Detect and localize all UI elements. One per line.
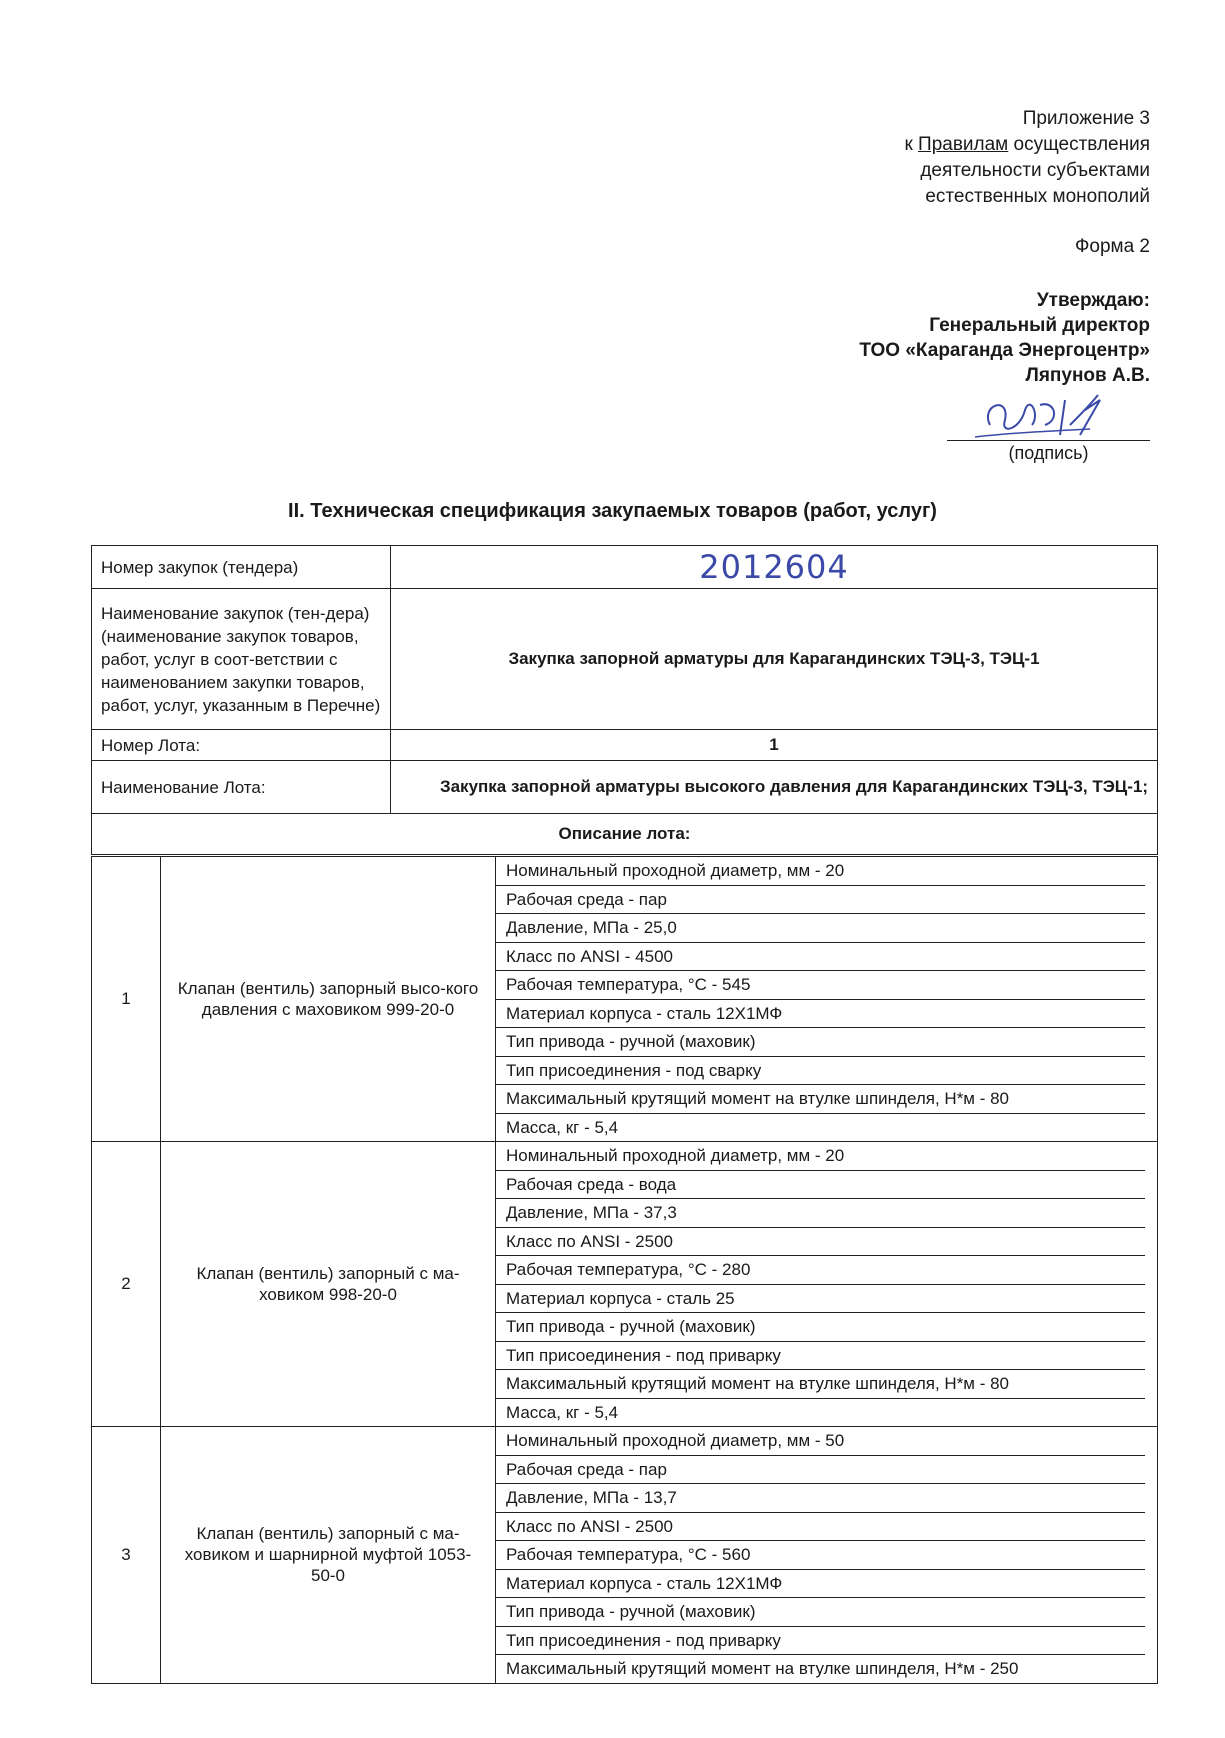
appendix-header	[690, 106, 1150, 210]
lot-description-label: Описание лота:	[92, 814, 1158, 855]
spec-line: Материал корпуса - сталь 12Х1МФ	[496, 1570, 1145, 1599]
tender-number-row	[92, 546, 1158, 589]
spec-line: Масса, кг - 5,4	[506, 1117, 619, 1137]
tender-number-handwritten: 2012604	[699, 548, 849, 586]
spec-line: Номинальный проходной диаметр, мм - 20	[496, 1142, 1145, 1171]
spec-line: Класс по ANSI - 2500	[496, 1513, 1145, 1542]
spec-line: Рабочая температура, °С - 280	[496, 1256, 1145, 1285]
item-number: 1	[92, 857, 161, 1142]
spec-line: Класс по ANSI - 4500	[496, 943, 1145, 972]
spec-line: Рабочая температура, °С - 545	[496, 971, 1145, 1000]
table-row	[92, 1427, 1158, 1684]
spec-line: Номинальный проходной диаметр, мм - 20	[496, 857, 1145, 886]
appendix-number: Приложение 3	[1022, 108, 1150, 129]
spec-line: Максимальный крутящий момент на втулке шпинделя, Н*м - 80	[496, 1085, 1145, 1114]
spec-line: Давление, МПа - 37,3	[496, 1199, 1145, 1228]
lot-name-value: Закупка запорной арматуры высокого давления для Карагандинских ТЭЦ-3, ТЭЦ-1;	[391, 761, 1158, 814]
procurement-name-row	[92, 589, 1158, 730]
item-specs	[496, 1142, 1158, 1427]
handwritten-signature	[970, 385, 1130, 445]
procurement-info-table	[91, 545, 1158, 855]
signature-caption: (подпись)	[947, 440, 1150, 464]
spec-line: Максимальный крутящий момент на втулке шпинделя, Н*м - 80	[496, 1370, 1145, 1399]
approval-name: Ляпунов А.В.	[1025, 365, 1150, 386]
appendix-line4: естественных монополий	[925, 186, 1150, 207]
approval-company: ТОО «Караганда Энергоцентр»	[859, 340, 1150, 361]
tender-number-cell	[391, 546, 1158, 589]
rules-link[interactable]: Правилам	[918, 134, 1009, 155]
form-number: Форма 2	[1074, 236, 1150, 257]
item-number: 3	[92, 1427, 161, 1684]
spec-line: Тип привода - ручной (маховик)	[496, 1313, 1145, 1342]
lot-number-row	[92, 730, 1158, 761]
spec-line: Тип присоединения - под приварку	[496, 1627, 1145, 1656]
appendix-rules-line: к Правилам осуществления	[904, 134, 1150, 155]
spec-line: Класс по ANSI - 2500	[496, 1228, 1145, 1257]
spec-line: Масса, кг - 5,4	[506, 1402, 619, 1422]
item-specs	[496, 857, 1158, 1142]
spec-line: Материал корпуса - сталь 12Х1МФ	[496, 1000, 1145, 1029]
approval-position: Генеральный директор	[929, 315, 1150, 336]
spec-line: Тип присоединения - под приварку	[496, 1342, 1145, 1371]
lot-number-value: 1	[391, 730, 1158, 761]
spec-line: Тип присоединения - под сварку	[496, 1057, 1145, 1086]
table-row	[92, 857, 1158, 1142]
lot-name-label: Наименование Лота:	[92, 761, 391, 814]
lot-items-table	[91, 856, 1158, 1684]
item-specs	[496, 1427, 1158, 1684]
table-row	[92, 1142, 1158, 1427]
tender-number-label: Номер закупок (тендера)	[92, 546, 391, 589]
spec-line: Рабочая среда - вода	[496, 1171, 1145, 1200]
lot-description-row	[92, 814, 1158, 855]
item-name: Клапан (вентиль) запорный с ма-ховиком и шарнирной муфтой 1053-50-0	[161, 1427, 496, 1684]
approval-block	[630, 288, 1150, 388]
item-name: Клапан (вентиль) запорный с ма-ховиком 998-20-0	[161, 1142, 496, 1427]
spec-line: Рабочая среда - пар	[496, 1456, 1145, 1485]
spec-line: Рабочая среда - пар	[496, 886, 1145, 915]
spec-line: Давление, МПа - 13,7	[496, 1484, 1145, 1513]
item-name: Клапан (вентиль) запорный высо-кого давления с маховиком 999-20-0	[161, 857, 496, 1142]
spec-line: Тип привода - ручной (маховик)	[496, 1028, 1145, 1057]
lot-name-row	[92, 761, 1158, 814]
approval-heading: Утверждаю:	[1036, 290, 1150, 311]
procurement-name-label: Наименование закупок (тен-дера) (наименование закупок товаров, работ, услуг в соот-ветствии с наименованием закупки товаров, работ, услуг, указанным в Перечне)	[92, 589, 391, 730]
spec-line: Давление, МПа - 25,0	[496, 914, 1145, 943]
spec-line: Номинальный проходной диаметр, мм - 50	[496, 1427, 1145, 1456]
procurement-name-value: Закупка запорной арматуры для Карагандинских ТЭЦ-3, ТЭЦ-1	[391, 589, 1158, 730]
spec-line: Материал корпуса - сталь 25	[496, 1285, 1145, 1314]
lot-number-label: Номер Лота:	[92, 730, 391, 761]
spec-line: Максимальный крутящий момент на втулке шпинделя, Н*м - 250	[506, 1659, 1019, 1678]
spec-line: Тип привода - ручной (маховик)	[496, 1598, 1145, 1627]
item-number: 2	[92, 1142, 161, 1427]
spec-line: Рабочая температура, °С - 560	[496, 1541, 1145, 1570]
appendix-line3: деятельности субъектами	[920, 160, 1150, 181]
document-title: II. Техническая спецификация закупаемых товаров (работ, услуг)	[288, 500, 937, 522]
